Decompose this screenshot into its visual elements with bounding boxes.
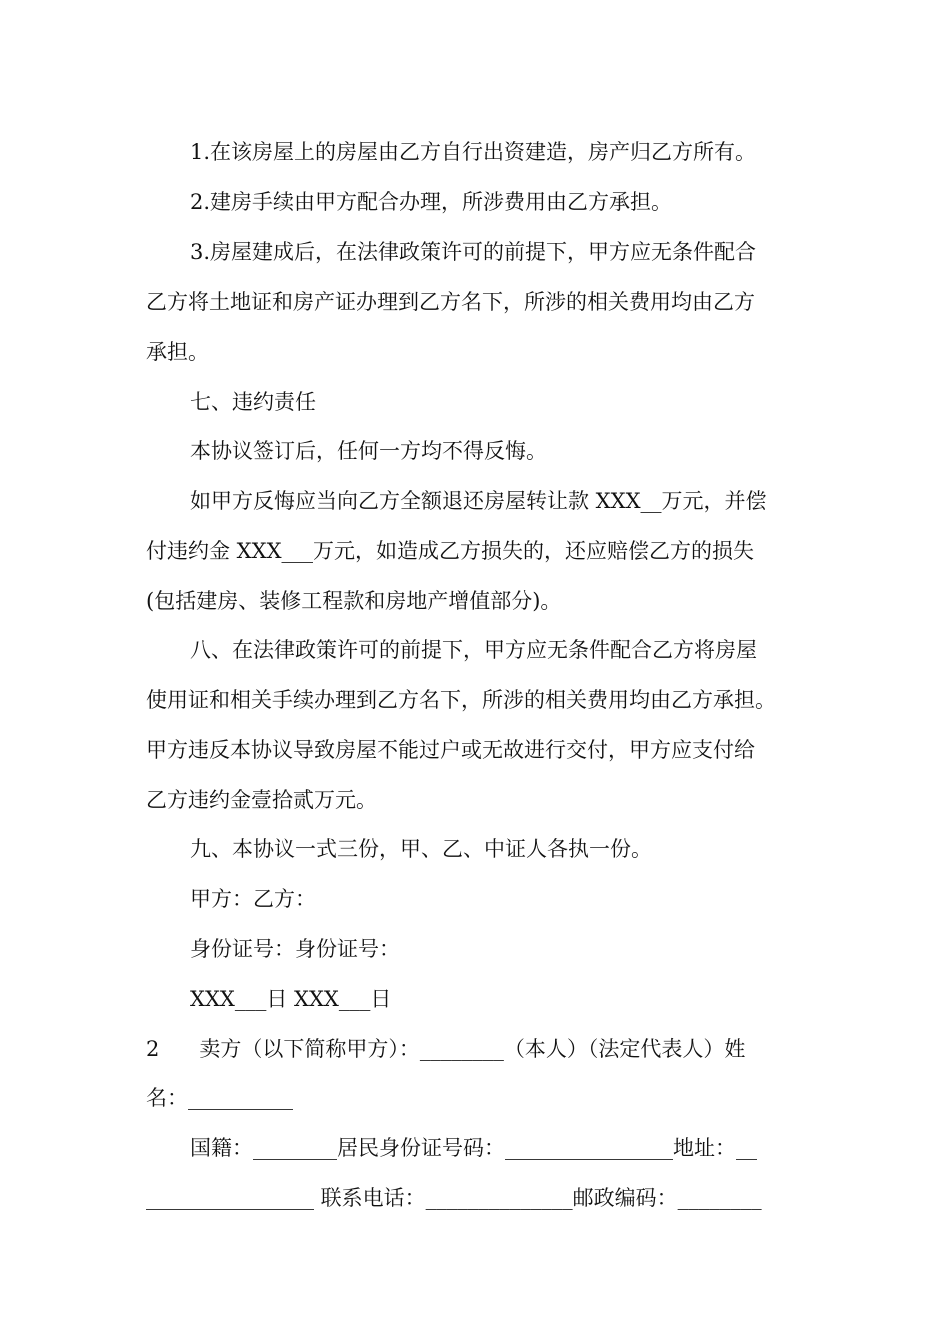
- clause-6-item-2: 2.建房手续由甲方配合办理，所涉费用由乙方承担。: [190, 190, 673, 214]
- seller-info-line-1: 2 卖方（以下简称甲方）：________（本人）（法定代表人）姓: [146, 1037, 746, 1061]
- clause-6-item-3-line-1: 3.房屋建成后，在法律政策许可的前提下，甲方应无条件配合: [190, 240, 757, 264]
- clause-8-line-1: 八、在法律政策许可的前提下，甲方应无条件配合乙方将房屋: [190, 638, 757, 662]
- clause-8-line-4: 乙方违约金壹拾贰万元。: [146, 788, 377, 812]
- signature-parties: 甲方：乙方：: [190, 887, 316, 911]
- clause-6-item-3-line-3: 承担。: [146, 340, 209, 364]
- breach-paragraph-2-line-3: (包括建房、装修工程款和房地产增值部分)。: [146, 589, 562, 613]
- clause-9: 九、本协议一式三份，甲、乙、中证人各执一份。: [190, 837, 652, 861]
- breach-paragraph-2-line-2: 付违约金 XXX___万元，如造成乙方损失的，还应赔偿乙方的损失: [146, 539, 755, 563]
- clause-6-item-1: 1.在该房屋上的房屋由乙方自行出资建造，房产归乙方所有。: [190, 140, 757, 164]
- signature-dates: XXX___日 XXX___日: [190, 987, 392, 1011]
- clause-6-item-3-line-2: 乙方将土地证和房产证办理到乙方名下，所涉的相关费用均由乙方: [146, 290, 755, 314]
- signature-id-numbers: 身份证号：身份证号：: [190, 937, 400, 961]
- seller-info-line-2: 名：__________: [146, 1086, 293, 1110]
- seller-info-line-4: ________________ 联系电话：______________邮政编码：________: [146, 1186, 762, 1210]
- clause-8-line-3: 甲方违反本协议导致房屋不能过户或无故进行交付，甲方应支付给: [146, 738, 755, 762]
- breach-paragraph-1: 本协议签订后，任何一方均不得反悔。: [190, 439, 547, 463]
- clause-8-line-2: 使用证和相关手续办理到乙方名下，所涉的相关费用均由乙方承担。: [146, 688, 776, 712]
- section-heading-breach: 七、违约责任: [190, 390, 316, 414]
- breach-paragraph-2-line-1: 如甲方反悔应当向乙方全额退还房屋转让款 XXX__万元，并偿: [190, 489, 767, 513]
- seller-info-line-3: 国籍：________居民身份证号码：________________地址：__: [190, 1136, 757, 1160]
